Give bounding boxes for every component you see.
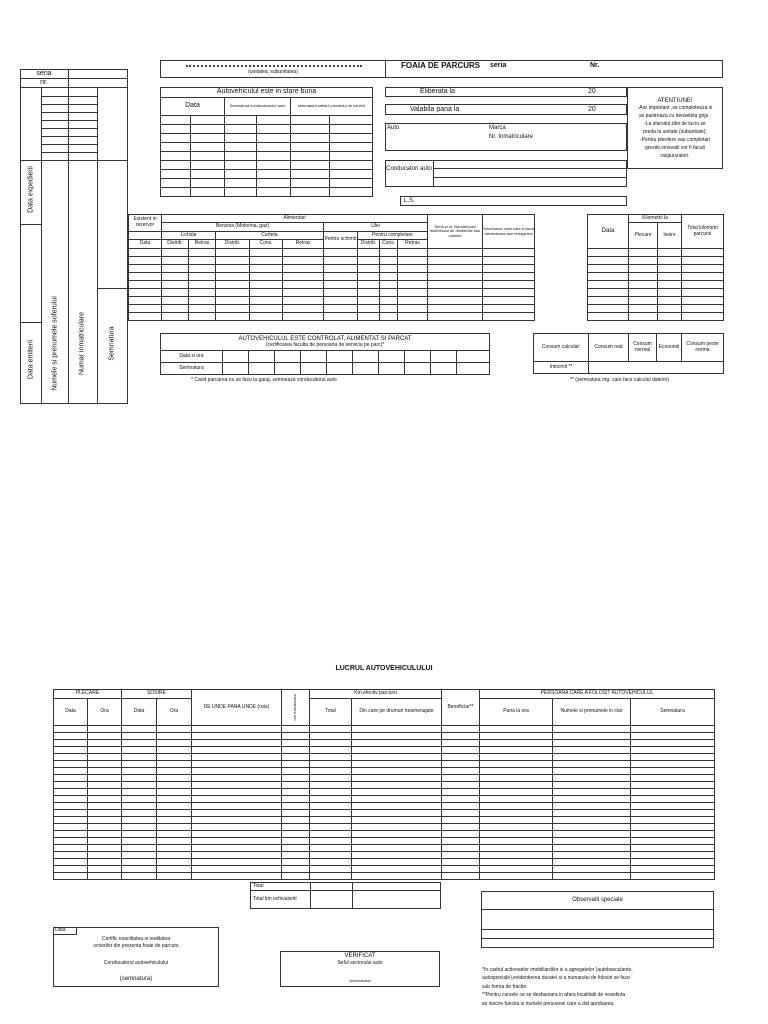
- alim-col-retras-2: Retras: [283, 240, 324, 249]
- valabila-year: 20: [588, 106, 596, 113]
- stub-numar-inmatriculare: Numar inmatriculare: [78, 311, 86, 376]
- lucrul-beneficiar: Beneficiar**: [442, 690, 480, 726]
- eliberata-label: Eliberata la: [420, 88, 456, 95]
- lucrul-col-din-care: Din care pe drumuri neamenajate: [352, 699, 442, 726]
- consum-table: [533, 333, 724, 374]
- conducatorul-label: Conducatorul autovehiculului: [103, 960, 169, 966]
- lucrul-persoana: PERSOANA CARE A FOLOSIT AUTOVEHICULUL: [480, 690, 715, 699]
- km-col-plecare: Plecare: [629, 223, 658, 249]
- data-ora-label: Data si ora: [161, 351, 223, 363]
- atentiune-title: ATENTIUNE!: [657, 98, 693, 104]
- marca-label: Marca: [489, 125, 506, 131]
- lucrul-km-efectiv: Km efectiv parcursi: [310, 690, 442, 699]
- controlat-title-cell: [161, 334, 490, 351]
- stub-seria: seria: [36, 70, 52, 77]
- semnatura-label: Semnatura: [161, 363, 223, 375]
- consum-normal: Consum normal: [629, 334, 657, 362]
- controlat-table: [160, 333, 490, 375]
- lucrul-table: [53, 689, 715, 880]
- total-km-echiv-label: Total km echivalenti: [251, 891, 311, 909]
- consum-calculat: Consum calculat:: [534, 334, 589, 362]
- certific-data-label: Data: [55, 927, 66, 933]
- total-row-label: Total: [251, 883, 311, 891]
- km-col-data: Data: [588, 215, 629, 249]
- lichida-header: Lichida: [162, 232, 216, 240]
- alim-col-cons: Cons.: [250, 240, 283, 249]
- lucrul-title: LUCRUL AUTOVEHICULULUI: [335, 665, 433, 672]
- nr-inm-label: Nr. Inmatriculare: [489, 134, 534, 140]
- eliberata-year: 20: [588, 88, 596, 95]
- page-title: FOAIA DE PARCURS: [401, 61, 481, 70]
- stub-numele-soferului: Numele si prenumele soferului: [51, 296, 59, 391]
- observatii-table: [481, 891, 714, 948]
- km-table: [587, 214, 724, 321]
- seful-label: Seful sectorului auto: [337, 960, 383, 966]
- controlat-note: * Cand parcarea nu se face la garaj, semneaza conducatorul auto: [191, 377, 337, 383]
- lucrul-ore-cell: [282, 690, 310, 726]
- consum-peste-norma: Consum peste norma: [682, 334, 724, 362]
- stare-title: Autovehiculul este in stare buna: [161, 88, 373, 98]
- seria-label: seria: [490, 62, 507, 69]
- conducatori-label: Conducatori auto: [386, 166, 432, 172]
- carteta-header: Carteta: [216, 232, 324, 240]
- km-col-iesire: Iesire: [658, 223, 682, 249]
- stare-col-data: Data: [161, 98, 225, 116]
- lucrul-plecare: PLECARE: [54, 690, 122, 699]
- benzina-header: Benzina (Motorina, gaz): [162, 223, 324, 232]
- certific-line-1: Certific exactitatea si realitatea: [101, 936, 171, 942]
- alim-col-distrib-1: Distrib.: [162, 240, 189, 249]
- verificat-label: VERIFICAT: [344, 953, 376, 959]
- stare-buna-table: [160, 87, 373, 197]
- lucrul-col-total: Total: [310, 699, 352, 726]
- lucrul-col-data-1: Data: [54, 699, 88, 726]
- semnatura-caption: (semnatura): [119, 976, 153, 982]
- atentiune-line-6: gresite,vinovatii vor fi facuti: [644, 145, 706, 151]
- lucrul-col-semnatura: Semnatura: [631, 699, 715, 726]
- alim-col-retras-3: Retras: [398, 240, 428, 249]
- observatii-title: Observatii speciale: [482, 892, 714, 910]
- alim-col-distrib-3: Distrib.: [358, 240, 380, 249]
- alimentari-table: [128, 214, 535, 321]
- km-col-total: Total kilometri parcursi: [682, 215, 724, 249]
- atentiune-line-1: -Aici important ,se completeaza si: [637, 105, 713, 111]
- footnote-line-2: autospeciale),evidentierea duratei si a numarului de folosiri se face: [482, 975, 630, 981]
- atentiune-line-7: raspunzatori.: [660, 153, 690, 159]
- stare-col-semn-cond: Semnatura conducatorului auto: [225, 98, 291, 116]
- pentru-completare-header: Pentru completare: [358, 232, 428, 240]
- footnote-line-4: **Pentru cursele ce se desfasoara in afara localitatii de resedinta: [482, 992, 626, 998]
- controlat-title: AUTOVEHICULUL ESTE CONTROLAT, ALIMENTAT SI PARCAT: [238, 335, 412, 342]
- stub-data-expedierii: Data expedierii: [27, 166, 35, 213]
- lucrul-col-ora-1: Ora: [88, 699, 122, 726]
- ls-label: L.S.: [404, 198, 415, 204]
- stub-nr: nr.: [40, 79, 48, 86]
- certific-line-2: scrierilor din prezenta foaie de parcurs: [93, 943, 179, 949]
- semnatura-retragere-header: Semnatura celui care a facut alimentarea sau retragerea: [483, 215, 535, 249]
- atentiune-line-2: se pastreaza cu deosebita grija :: [639, 113, 711, 119]
- footnote-line-3: sub forma de fractie.: [482, 984, 528, 990]
- footnote-line-5: se inscrie functia si numele persoanei care a dat aprobarea.: [482, 1001, 615, 1007]
- consum-real: Consum real: [589, 334, 629, 362]
- alim-col-distrib-2: Distrib.: [216, 240, 250, 249]
- stub-semnatura: Semnatura: [108, 326, 116, 361]
- stub-data-emiterii: Data emiterii: [27, 339, 35, 380]
- seria-nr-header: Seria si nr. Bonderoului /buletinului de distributie sau cartelei: [428, 215, 483, 249]
- lucrul-col-data-2: Data: [122, 699, 157, 726]
- atentiune-line-4: preda la unitate (subunitate);: [643, 129, 707, 135]
- km-kilometri-la: Kilometrii la: [629, 215, 682, 223]
- alimentari-header: Alimentari: [162, 215, 428, 223]
- lucrul-col-pana-la-ora: Pana la ora: [480, 699, 553, 726]
- lucrul-ore-functionare: ore functionare: [292, 694, 298, 721]
- atentiune-line-3: -La sfarsitul zilei de lucru se: [644, 121, 706, 127]
- alim-col-retras-1: Retras: [189, 240, 216, 249]
- lucrul-col-numele: Numele si prenumele in clar: [553, 699, 631, 726]
- intocmit-label: Intocmit **: [534, 362, 589, 374]
- stare-col-semn-sef: semnatura sefului punctului de control: [291, 98, 373, 116]
- auto-label: Auto: [387, 125, 400, 131]
- existent-header: Existent in rezervor: [129, 215, 162, 232]
- controlat-subtitle: (certificarea faculta de persoana de serviciu pe parc)*: [265, 341, 385, 348]
- consum-economii: Economii: [657, 334, 682, 362]
- lucrul-col-ora-2: Ora: [157, 699, 192, 726]
- lucrul-sosire: SOSIRE: [122, 690, 192, 699]
- lucrul-de-unde: DE UNDE PANA UNDE (ruta): [192, 690, 282, 726]
- footnote-line-1: *In cadrul actionarilor imobiliardilor si a agregatelor (autobasculante,: [482, 967, 633, 973]
- ulei-header: Ulei: [324, 223, 428, 232]
- alim-col-data: Data: [129, 240, 162, 249]
- unit-dotted-line: [186, 62, 362, 67]
- ls-box: [400, 196, 627, 206]
- alim-col-cons-2: Cons.: [380, 240, 398, 249]
- consum-note: ** (semnatura org. care face calculul datelor): [570, 377, 669, 383]
- valabila-label: Valabila pana la: [410, 106, 460, 113]
- verificat-semnatura: (semnatura): [349, 978, 371, 983]
- lucrul-totals: [250, 882, 441, 909]
- nr-label: Nr.: [590, 62, 600, 69]
- pentru-schimb-header: Pentru schimb: [324, 232, 358, 249]
- atentiune-line-5: -Pentru pierdere sau completari: [639, 137, 711, 143]
- unit-caption: (unitatea, subunitatea): [248, 69, 298, 75]
